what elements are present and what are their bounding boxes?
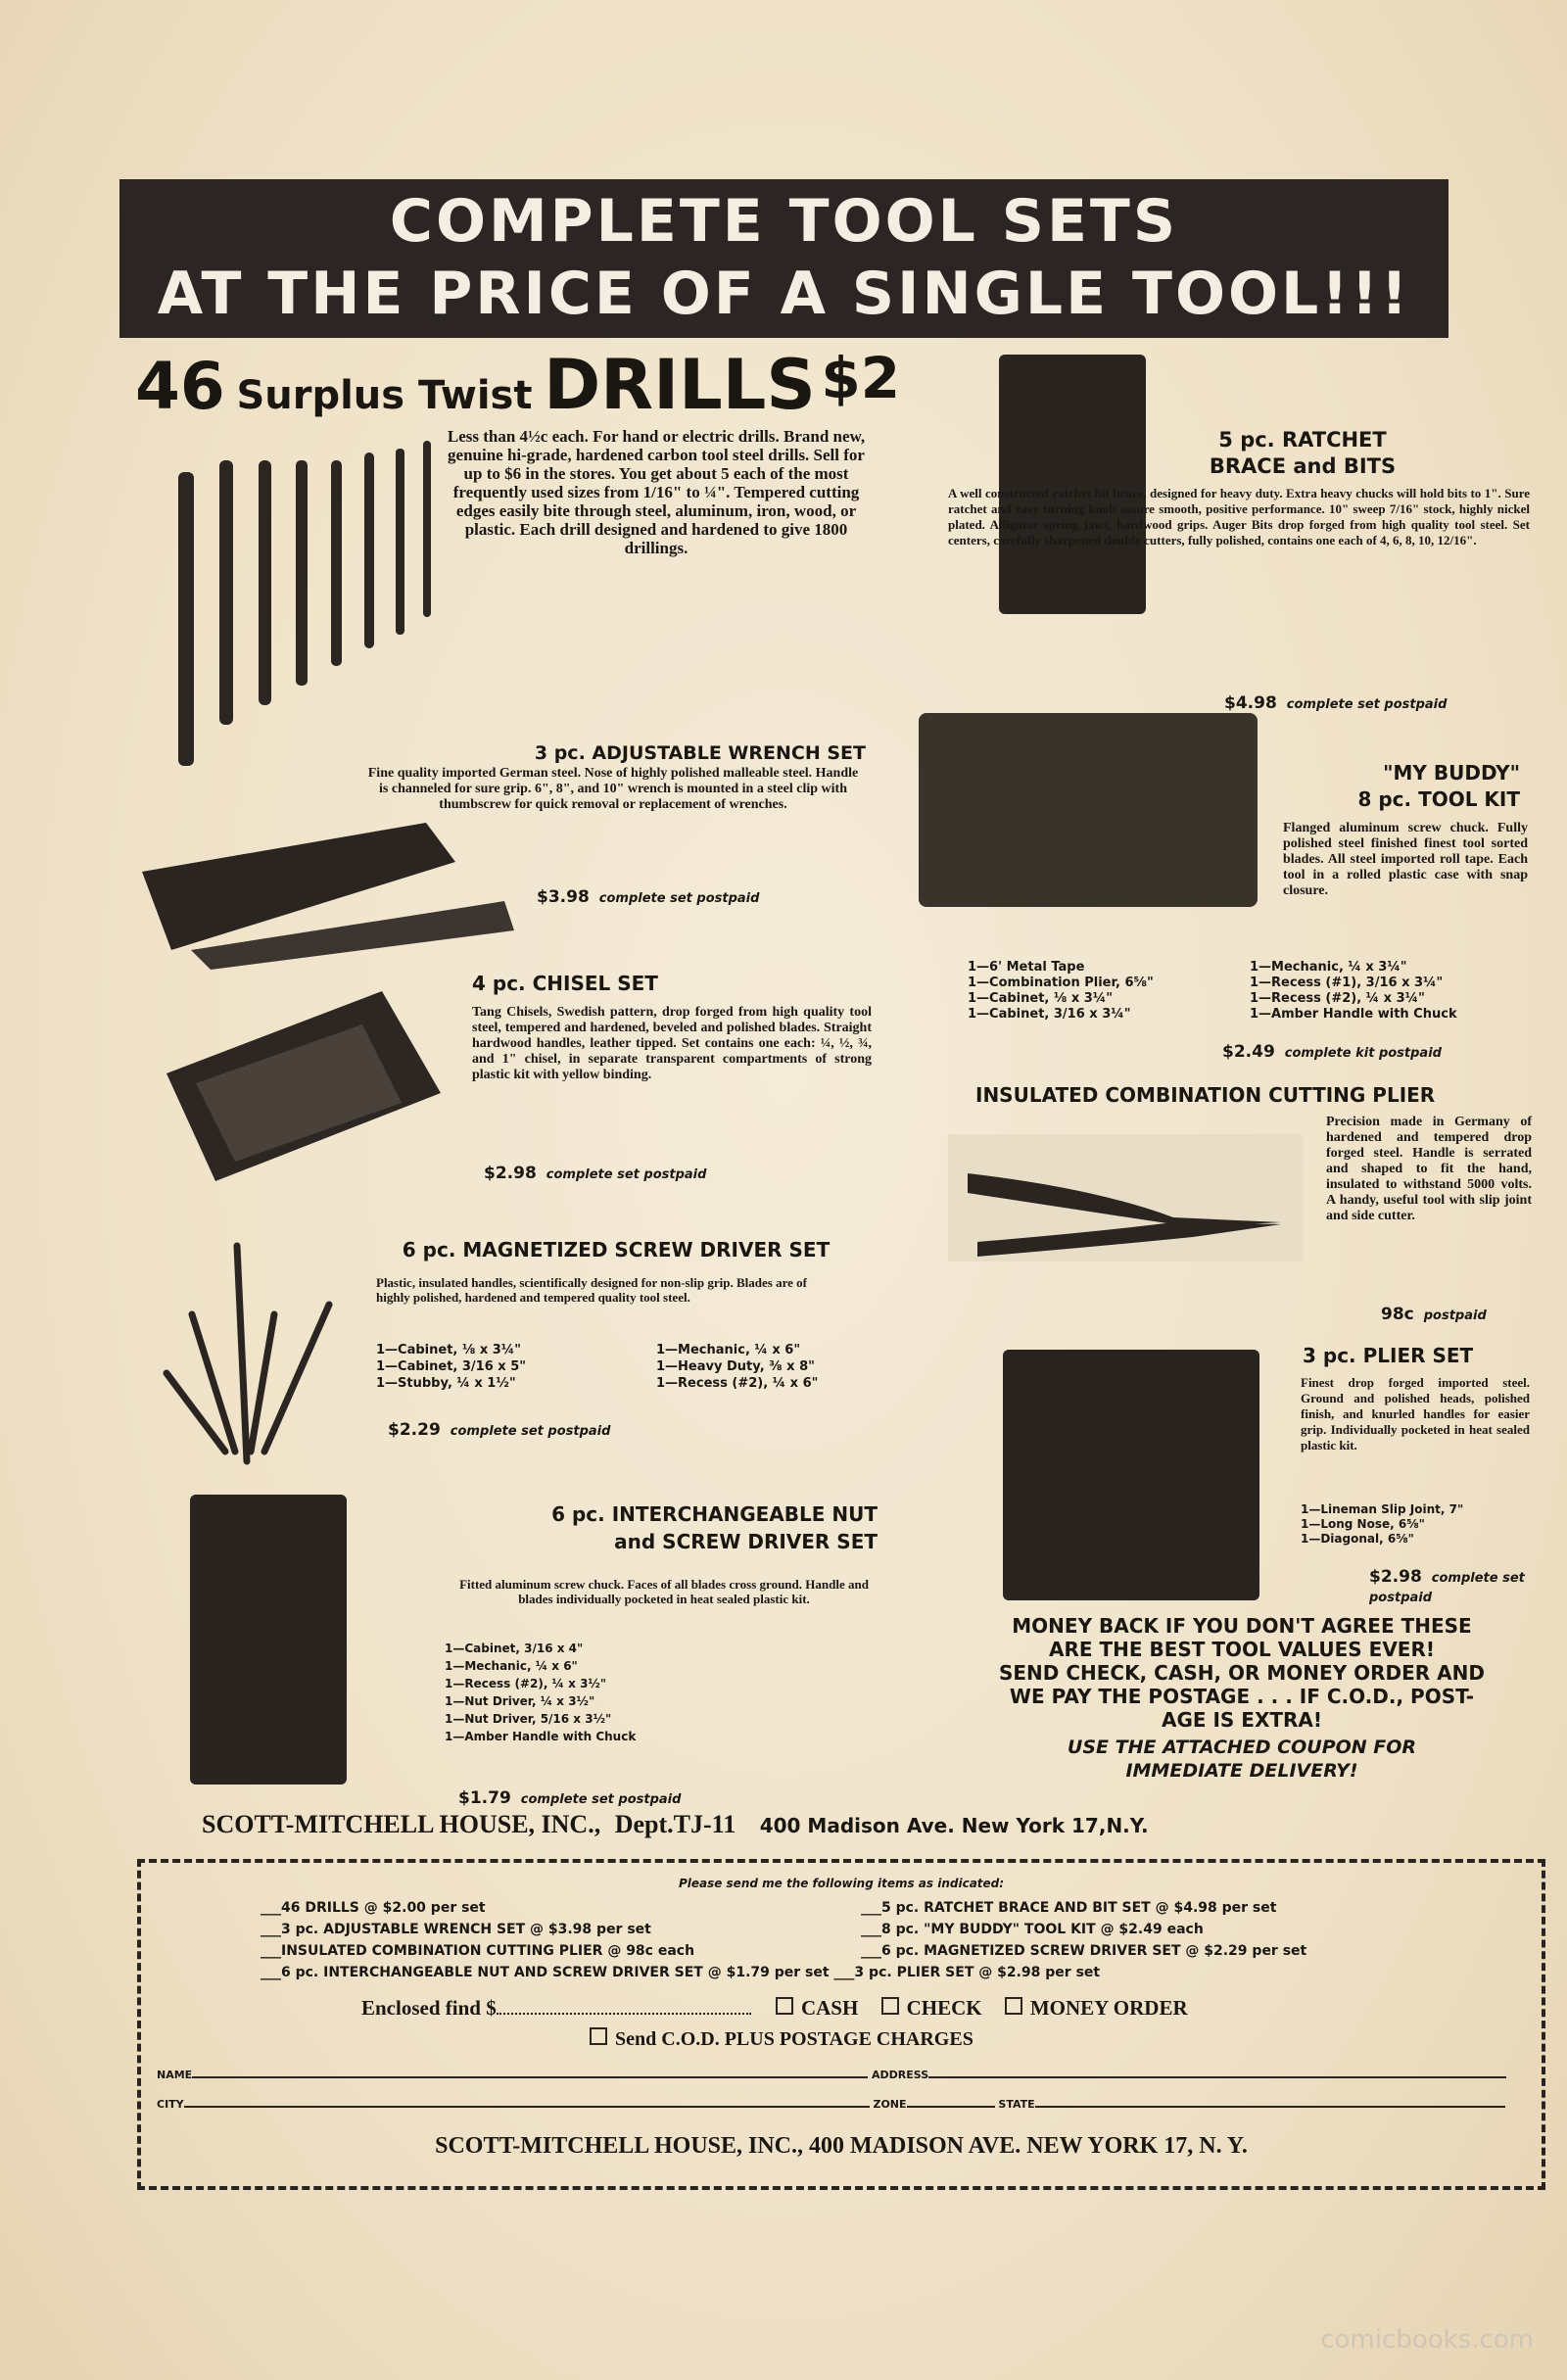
nut-list [445,1640,768,1745]
plier-price [1381,1305,1487,1324]
drill-bit [423,441,431,617]
order-coupon [137,1859,1545,2190]
drill-bit [296,460,308,686]
screwdriver-list-left [376,1342,642,1392]
plierset-description: Finest drop forged imported steel. Ground and polished heads, polished finish, and knurled handles for easier grip. Individually pocketed in heat sealed plastic kit. [1301,1375,1530,1452]
drill-bit [178,472,194,766]
drill-bit [364,452,374,648]
coupon-footer-address: SCOTT-MITCHELL HOUSE, INC., 400 MADISON AVE. NEW YORK 17, N. Y. [435,2133,1248,2159]
cash-label: CASH [800,1996,859,2020]
list-item: 1—Cabinet, 3/16 x 4" [445,1642,584,1655]
cod-row [590,2027,973,2051]
plier-title: INSULATED COMBINATION CUTTING PLIER [975,1083,1436,1107]
enclosed-row [361,1996,1188,2021]
nut-description: Fitted aluminum screw chuck. Faces of all blades cross ground. Handle and blades individually pocketed in heat sealed plastic kit. [459,1577,869,1606]
drill-bit [259,460,271,705]
guarantee-block [948,1614,1536,1783]
screw-driver-set-image [157,1236,343,1471]
guarantee-line: SEND CHECK, CASH, OR MONEY ORDER AND [998,1661,1485,1685]
city-zone-state-row [157,2098,1524,2111]
chisel-title: 4 pc. CHISEL SET [472,972,658,995]
list-item: 1—Heavy Duty, ⅜ x 8" [656,1359,815,1374]
chisel-price [484,1164,706,1183]
buddy-title-line-1: "MY BUDDY" [1383,761,1520,785]
city-field[interactable] [184,2106,870,2108]
cod-label: Send C.O.D. PLUS POSTAGE CHARGES [615,2028,973,2050]
coupon-intro: Please send me the following items as indicated: [678,1877,1005,1890]
ratchet-price-note: complete set postpaid [1286,697,1448,712]
nut-price-value: $1.79 [458,1788,511,1808]
company-name: SCOTT-MITCHELL HOUSE, INC., [202,1810,601,1838]
plierset-title: 3 pc. PLIER SET [1303,1344,1474,1367]
screwdriver-price [388,1420,610,1440]
enclosed-amount-field[interactable] [497,2013,751,2015]
coupon-order-line[interactable]: ___3 pc. ADJUSTABLE WRENCH SET @ $3.98 per set [261,1922,651,1937]
cash-checkbox[interactable] [776,1997,793,2015]
headline-line-1: COMPLETE TOOL SETS [389,187,1179,256]
guarantee-line: ARE THE BEST TOOL VALUES EVER! [1048,1638,1435,1661]
list-item: 1—Lineman Slip Joint, 7" [1301,1502,1464,1516]
list-item: 1—Recess (#2), ¼ x 6" [656,1376,819,1391]
list-item: 1—Stubby, ¼ x 1½" [376,1376,516,1391]
wrench-title: 3 pc. ADJUSTABLE WRENCH SET [534,742,866,764]
watermark: comicbooks.com [1320,2325,1534,2355]
screwdriver-list-right [656,1342,872,1392]
state-field[interactable] [1035,2106,1505,2108]
plierset-price [1369,1567,1536,1606]
city-label: CITY [157,2098,184,2111]
chisel-description: Tang Chisels, Swedish pattern, drop forged from high quality tool steel, tempered and hardened, beveled and polished blades. Straight hardwood handles, leather tipped. Set contains one each: ¼, ½, ¾, and 1" chisel, in separate transparent compartments of strong plastic kit with yellow binding. [472,1005,872,1082]
coupon-order-line[interactable]: ___INSULATED COMBINATION CUTTING PLIER @ 98c each [261,1943,695,1959]
list-item: 1—Cabinet, ⅛ x 3¼" [376,1343,522,1357]
headline-line-2: AT THE PRICE OF A SINGLE TOOL!!! [157,260,1411,328]
check-checkbox[interactable] [881,1997,899,2015]
ratchet-title [1156,427,1449,480]
coupon-order-line[interactable]: ___8 pc. "MY BUDDY" TOOL KIT @ $2.49 each [861,1922,1204,1937]
chisel-price-value: $2.98 [484,1164,537,1183]
drills-description: Less than 4½c each. For hand or electric drills. Brand new, genuine hi-grade, hardened carbon tool steel drills. Sell for up to $6 in the stores. You get about 5 each of the most frequently used sizes from 1/16" to ¼". Tempered cutting edges easily bite through steel, aluminum, iron, wood, or plastic. Each drill designed and hardened to give 1800 drillings. [447,427,866,557]
name-address-row [157,2069,1524,2081]
wrench-price-value: $3.98 [537,887,590,907]
address-field[interactable] [928,2076,1506,2078]
screwdriver-description: Plastic, insulated handles, scientifically designed for non-slip grip. Blades are of highly polished, hardened and tempered quality tool steel. [376,1275,807,1305]
plierset-price-note: complete set postpaid [1369,1571,1525,1605]
list-item: 1—Cabinet, 3/16 x 3¼" [968,1007,1131,1022]
buddy-list-left [968,960,1248,1023]
enclosed-label: Enclosed find $ [361,1996,497,2020]
nut-price-note: complete set postpaid [520,1792,682,1807]
guarantee-coupon-line: USE THE ATTACHED COUPON FOR [1067,1737,1417,1758]
wrench-set-image [132,813,524,970]
buddy-price-note: complete kit postpaid [1284,1046,1442,1061]
name-label: NAME [157,2069,193,2081]
plier-image [948,1134,1303,1261]
headline-banner [119,179,1448,338]
list-item: 1—Cabinet, ⅛ x 3¼" [968,991,1114,1006]
nut-title [460,1500,878,1555]
list-item: 1—Combination Plier, 6⅝" [968,976,1154,990]
guarantee-line: WE PAY THE POSTAGE . . . IF C.O.D., POST- [1009,1685,1475,1708]
drills-title-mid: Surplus Twist [236,373,533,418]
street-address: 400 Madison Ave. New York 17,N.Y. [759,1814,1149,1837]
list-item: 1—Mechanic, ¼ x 6" [445,1659,578,1673]
ratchet-description: A well constructed ratchet bit brace, designed for heavy duty. Extra heavy chucks will hold bits to 1". Sure ratchet and easy turning knob assure smooth, positive performance. 10" sweep 7/16" stock, highly nickel plated. Alligator spring jaws, hardwood grips. Auger Bits drop forged from high quality tool steel. Set centers, carefully sharpened double cutters, fully polished, contains one each of 4, 6, 8, 10, 12/16". [948,486,1530,547]
wrench-price [537,887,759,907]
buddy-list-right [1250,960,1534,1023]
nut-title-line-1: 6 pc. INTERCHANGEABLE NUT [551,1502,878,1526]
nut-driver-set-image [190,1495,347,1785]
drill-bit [331,460,342,666]
list-item: 1—6' Metal Tape [968,960,1085,975]
guarantee-line: AGE IS EXTRA! [1161,1708,1323,1732]
nut-price [458,1788,681,1808]
plierset-price-value: $2.98 [1369,1567,1422,1587]
buddy-title-line-2: 8 pc. TOOL KIT [1357,787,1520,811]
list-item: 1—Mechanic, ¼ x 6" [656,1343,801,1357]
ratchet-title-line-2: BRACE and BITS [1209,454,1397,478]
buddy-description: Flanged aluminum screw chuck. Fully polished steel finished finest tool sorted blades. All steel imported roll tape. Each tool in a rolled plastic case with snap closure. [1283,821,1528,898]
drill-bit [396,449,404,635]
list-item: 1—Long Nose, 6⅝" [1301,1517,1425,1531]
ratchet-title-line-1: 5 pc. RATCHET [1218,428,1387,452]
drill-bits-image [166,431,460,774]
list-item: 1—Mechanic, ¼ x 3¼" [1250,960,1407,975]
list-item: 1—Recess (#2), ¼ x 3¼" [1250,991,1425,1006]
guarantee-coupon-line: IMMEDIATE DELIVERY! [1125,1760,1358,1782]
state-label: STATE [998,2098,1035,2111]
buddy-title [1244,760,1520,813]
address-label: ADDRESS [872,2069,929,2081]
plier-set-image [1003,1350,1259,1600]
plier-price-value: 98c [1381,1305,1414,1324]
check-label: CHECK [906,1996,982,2020]
coupon-order-line[interactable]: ___5 pc. RATCHET BRACE AND BIT SET @ $4.98 per set [861,1900,1277,1916]
drills-price: $2 [821,345,901,411]
zone-field[interactable] [907,2106,995,2108]
ratchet-brace-image [999,355,1146,614]
list-item: 1—Nut Driver, 5/16 x 3½" [445,1712,612,1726]
chisel-price-note: complete set postpaid [546,1167,707,1182]
chisel-set-image [157,985,451,1191]
ratchet-price [1224,693,1447,713]
coupon-order-line[interactable]: ___6 pc. INTERCHANGEABLE NUT AND SCREW DRIVER SET @ $1.79 per set ___3 pc. PLIER SET @ $2.98 per set [261,1965,1101,1980]
screwdriver-title: 6 pc. MAGNETIZED SCREW DRIVER SET [402,1238,831,1261]
name-field[interactable] [192,2076,868,2078]
drills-count: 46 [135,349,225,424]
coupon-order-line[interactable]: ___46 DRILLS @ $2.00 per set [261,1900,486,1916]
tool-kit-image [919,713,1258,907]
list-item: 1—Cabinet, 3/16 x 5" [376,1359,527,1374]
coupon-order-line[interactable]: ___6 pc. MAGNETIZED SCREW DRIVER SET @ $2.29 per set [861,1943,1307,1959]
list-item: 1—Amber Handle with Chuck [1250,1007,1457,1022]
list-item: 1—Amber Handle with Chuck [445,1730,637,1743]
wrench-price-note: complete set postpaid [598,891,760,906]
address-line [202,1810,1377,1839]
buddy-price-value: $2.49 [1222,1042,1275,1062]
list-item: 1—Nut Driver, ¼ x 3½" [445,1694,595,1708]
screwdriver-price-note: complete set postpaid [450,1424,611,1439]
drills-title [135,345,900,425]
plierset-list [1301,1502,1532,1547]
buddy-price [1222,1042,1442,1062]
zone-label: ZONE [873,2098,907,2111]
list-item: 1—Recess (#2), ¼ x 3½" [445,1677,607,1690]
ratchet-price-value: $4.98 [1224,693,1277,713]
department: Dept.TJ-11 [614,1810,736,1838]
money-order-checkbox[interactable] [1005,1997,1022,2015]
drill-bit [219,460,233,725]
wrench-description: Fine quality imported German steel. Nose of highly polished malleable steel. Handle is channeled for sure grip. 6", 8", and 10" wrench is mounted in a steel clip with thumbscrew for quick removal or replacement of wrenches. [367,766,859,812]
list-item: 1—Recess (#1), 3/16 x 3¼" [1250,976,1444,990]
plier-price-note: postpaid [1423,1309,1487,1323]
money-order-label: MONEY ORDER [1029,1996,1188,2020]
plier-description: Precision made in Germany of hardened and tempered drop forged steel. Handle is serrated and shaped to fit the hand, insulated to withstand 5000 volts. A handy, useful tool with slip joint and side cutter. [1326,1115,1532,1223]
guarantee-line: MONEY BACK IF YOU DON'T AGREE THESE [1012,1614,1472,1638]
nut-title-line-2: and SCREW DRIVER SET [614,1530,878,1553]
drills-title-big: DRILLS [544,345,816,425]
screwdriver-price-value: $2.29 [388,1420,441,1440]
list-item: 1—Diagonal, 6⅝" [1301,1532,1414,1546]
cod-checkbox[interactable] [590,2027,607,2045]
